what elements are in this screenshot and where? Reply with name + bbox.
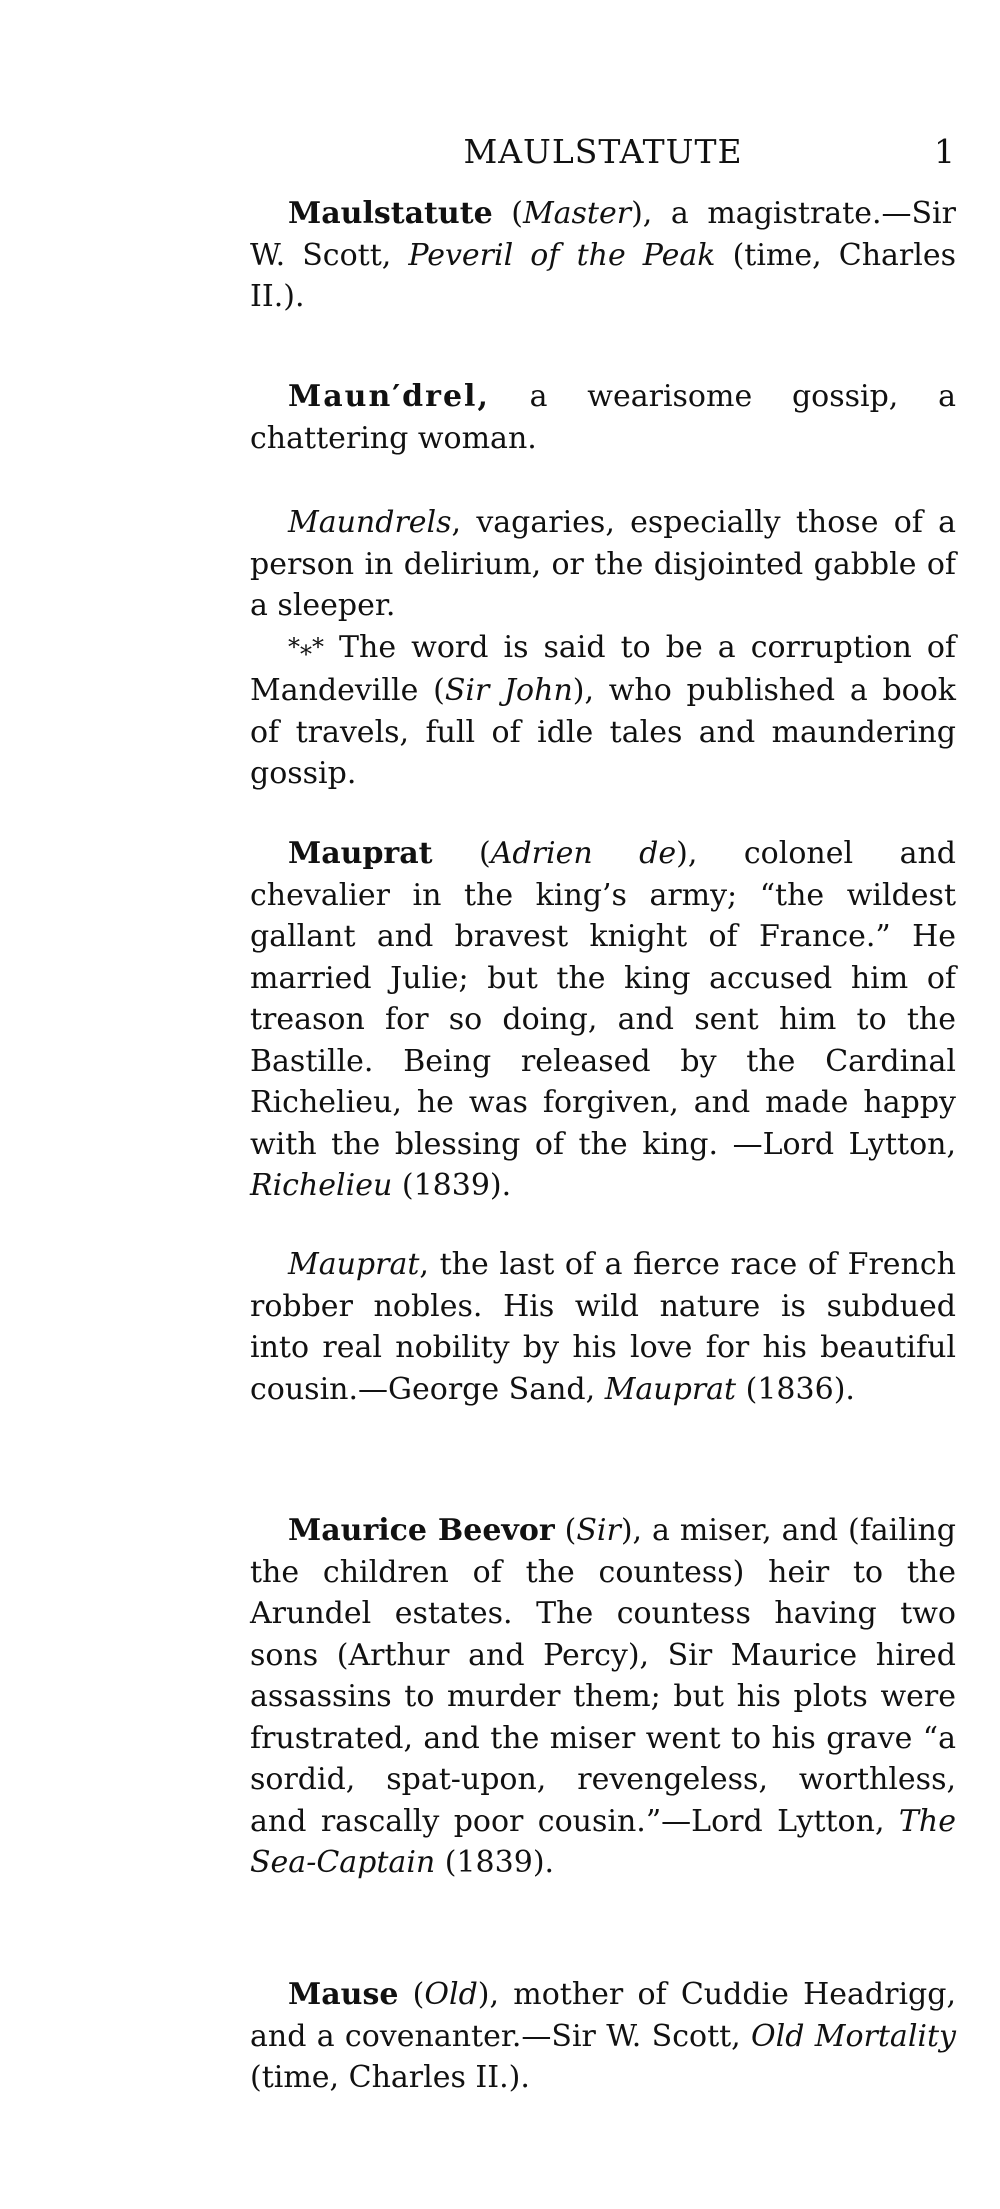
entry-paragraph	[250, 1974, 956, 2099]
entry-text: (time, Charles II.).	[250, 2060, 530, 2095]
entry-headword: Mauprat	[288, 836, 433, 871]
entry-maulstatute	[250, 193, 956, 318]
entry-maundrel	[250, 376, 956, 459]
dictionary-page	[250, 0, 956, 2209]
entry-text: ), colonel and chevalier in the king’s army; “the wildest gallant and bravest knight of France.” He married Julie; but the king accused him of treason for so doing, and sent him to the Bastille. Being released by the Cardinal Richelieu, he was forgiven, and made happy with the blessing of the king. —Lord Lytton,	[250, 836, 956, 1162]
page-number: 1	[934, 132, 956, 171]
entry-text: (	[554, 1513, 577, 1548]
entry-work-title: The Sea-Captain	[250, 1803, 956, 1880]
entry-paragraph	[250, 376, 956, 459]
entry-mauprat-adrien	[250, 833, 956, 1207]
entry-maundrels	[250, 502, 956, 795]
entry-qualifier: Old	[424, 1977, 478, 2012]
entry-qualifier: Master	[522, 196, 632, 231]
running-head-title: MAULSTATUTE	[463, 132, 743, 171]
entry-text: a wearisome gossip, a chattering woman.	[250, 379, 956, 456]
entry-text: , the last of a fierce race of French robber nobles. His wild nature is subdued into real nobility by his love for his beautiful cousin.—George Sand,	[250, 1247, 956, 1407]
entry-note	[250, 627, 956, 795]
entry-paragraph	[250, 1244, 956, 1410]
entry-text: ), a magistrate.—Sir W. Scott,	[250, 196, 956, 273]
entry-text: (1839).	[435, 1845, 555, 1880]
entry-text: (1839).	[392, 1168, 512, 1203]
entry-term: Mauprat	[288, 1247, 420, 1282]
entry-term: Maundrels	[288, 505, 452, 540]
entry-mauprat-sand	[250, 1244, 956, 1410]
entry-text: (	[398, 1977, 425, 2012]
entry-paragraph	[250, 502, 956, 627]
entry-headword: Maurice Beevor	[288, 1513, 555, 1548]
entry-maurice-beevor	[250, 1510, 956, 1884]
asterism-icon: *⁎*	[288, 632, 324, 661]
entry-text: (time, Charles II.).	[250, 237, 956, 314]
entry-text: The word is said to be a corruption of Mandeville (	[250, 629, 956, 708]
entry-paragraph	[250, 833, 956, 1207]
entry-paragraph	[250, 1510, 956, 1884]
entry-paragraph	[250, 193, 956, 318]
entry-text: ), a miser, and (failing the children of the countess) heir to the Arundel estates. The countess having two sons (Arthur and Percy), Sir Maurice hired assassins to murder them; but his plots were frustrated, and the miser went to his grave “a sordid, spat-upon, revengeless, worthless, and rascally poor cousin.”—Lord Lytton,	[250, 1513, 956, 1839]
entry-text: ), mother of Cuddie Headrigg, and a covenanter.—Sir W. Scott,	[250, 1977, 956, 2054]
entry-headword: Maulstatute	[288, 196, 493, 231]
entry-mause	[250, 1974, 956, 2099]
entry-qualifier: Sir	[576, 1513, 621, 1548]
entry-text: , vagaries, especially those of a person in delirium, or the disjointed gabble of a sleeper.	[250, 505, 956, 623]
entry-qualifier: Sir John	[444, 673, 573, 708]
entry-text: ), who published a book of travels, full of idle tales and maundering gossip.	[250, 673, 956, 791]
running-head	[250, 132, 956, 180]
entry-headword: Maun′drel,	[288, 379, 490, 414]
entry-qualifier: Adrien de	[490, 836, 677, 871]
entry-text: (1836).	[736, 1371, 855, 1407]
entry-text: (	[432, 836, 491, 871]
entry-work-title: Mauprat	[604, 1371, 737, 1407]
entry-work-title: Peveril of the Peak	[408, 237, 716, 273]
entry-work-title: Richelieu	[250, 1168, 393, 1203]
entry-work-title: Old Mortality	[751, 2018, 957, 2054]
entry-text: (	[492, 196, 523, 231]
entry-headword: Mause	[288, 1977, 399, 2012]
